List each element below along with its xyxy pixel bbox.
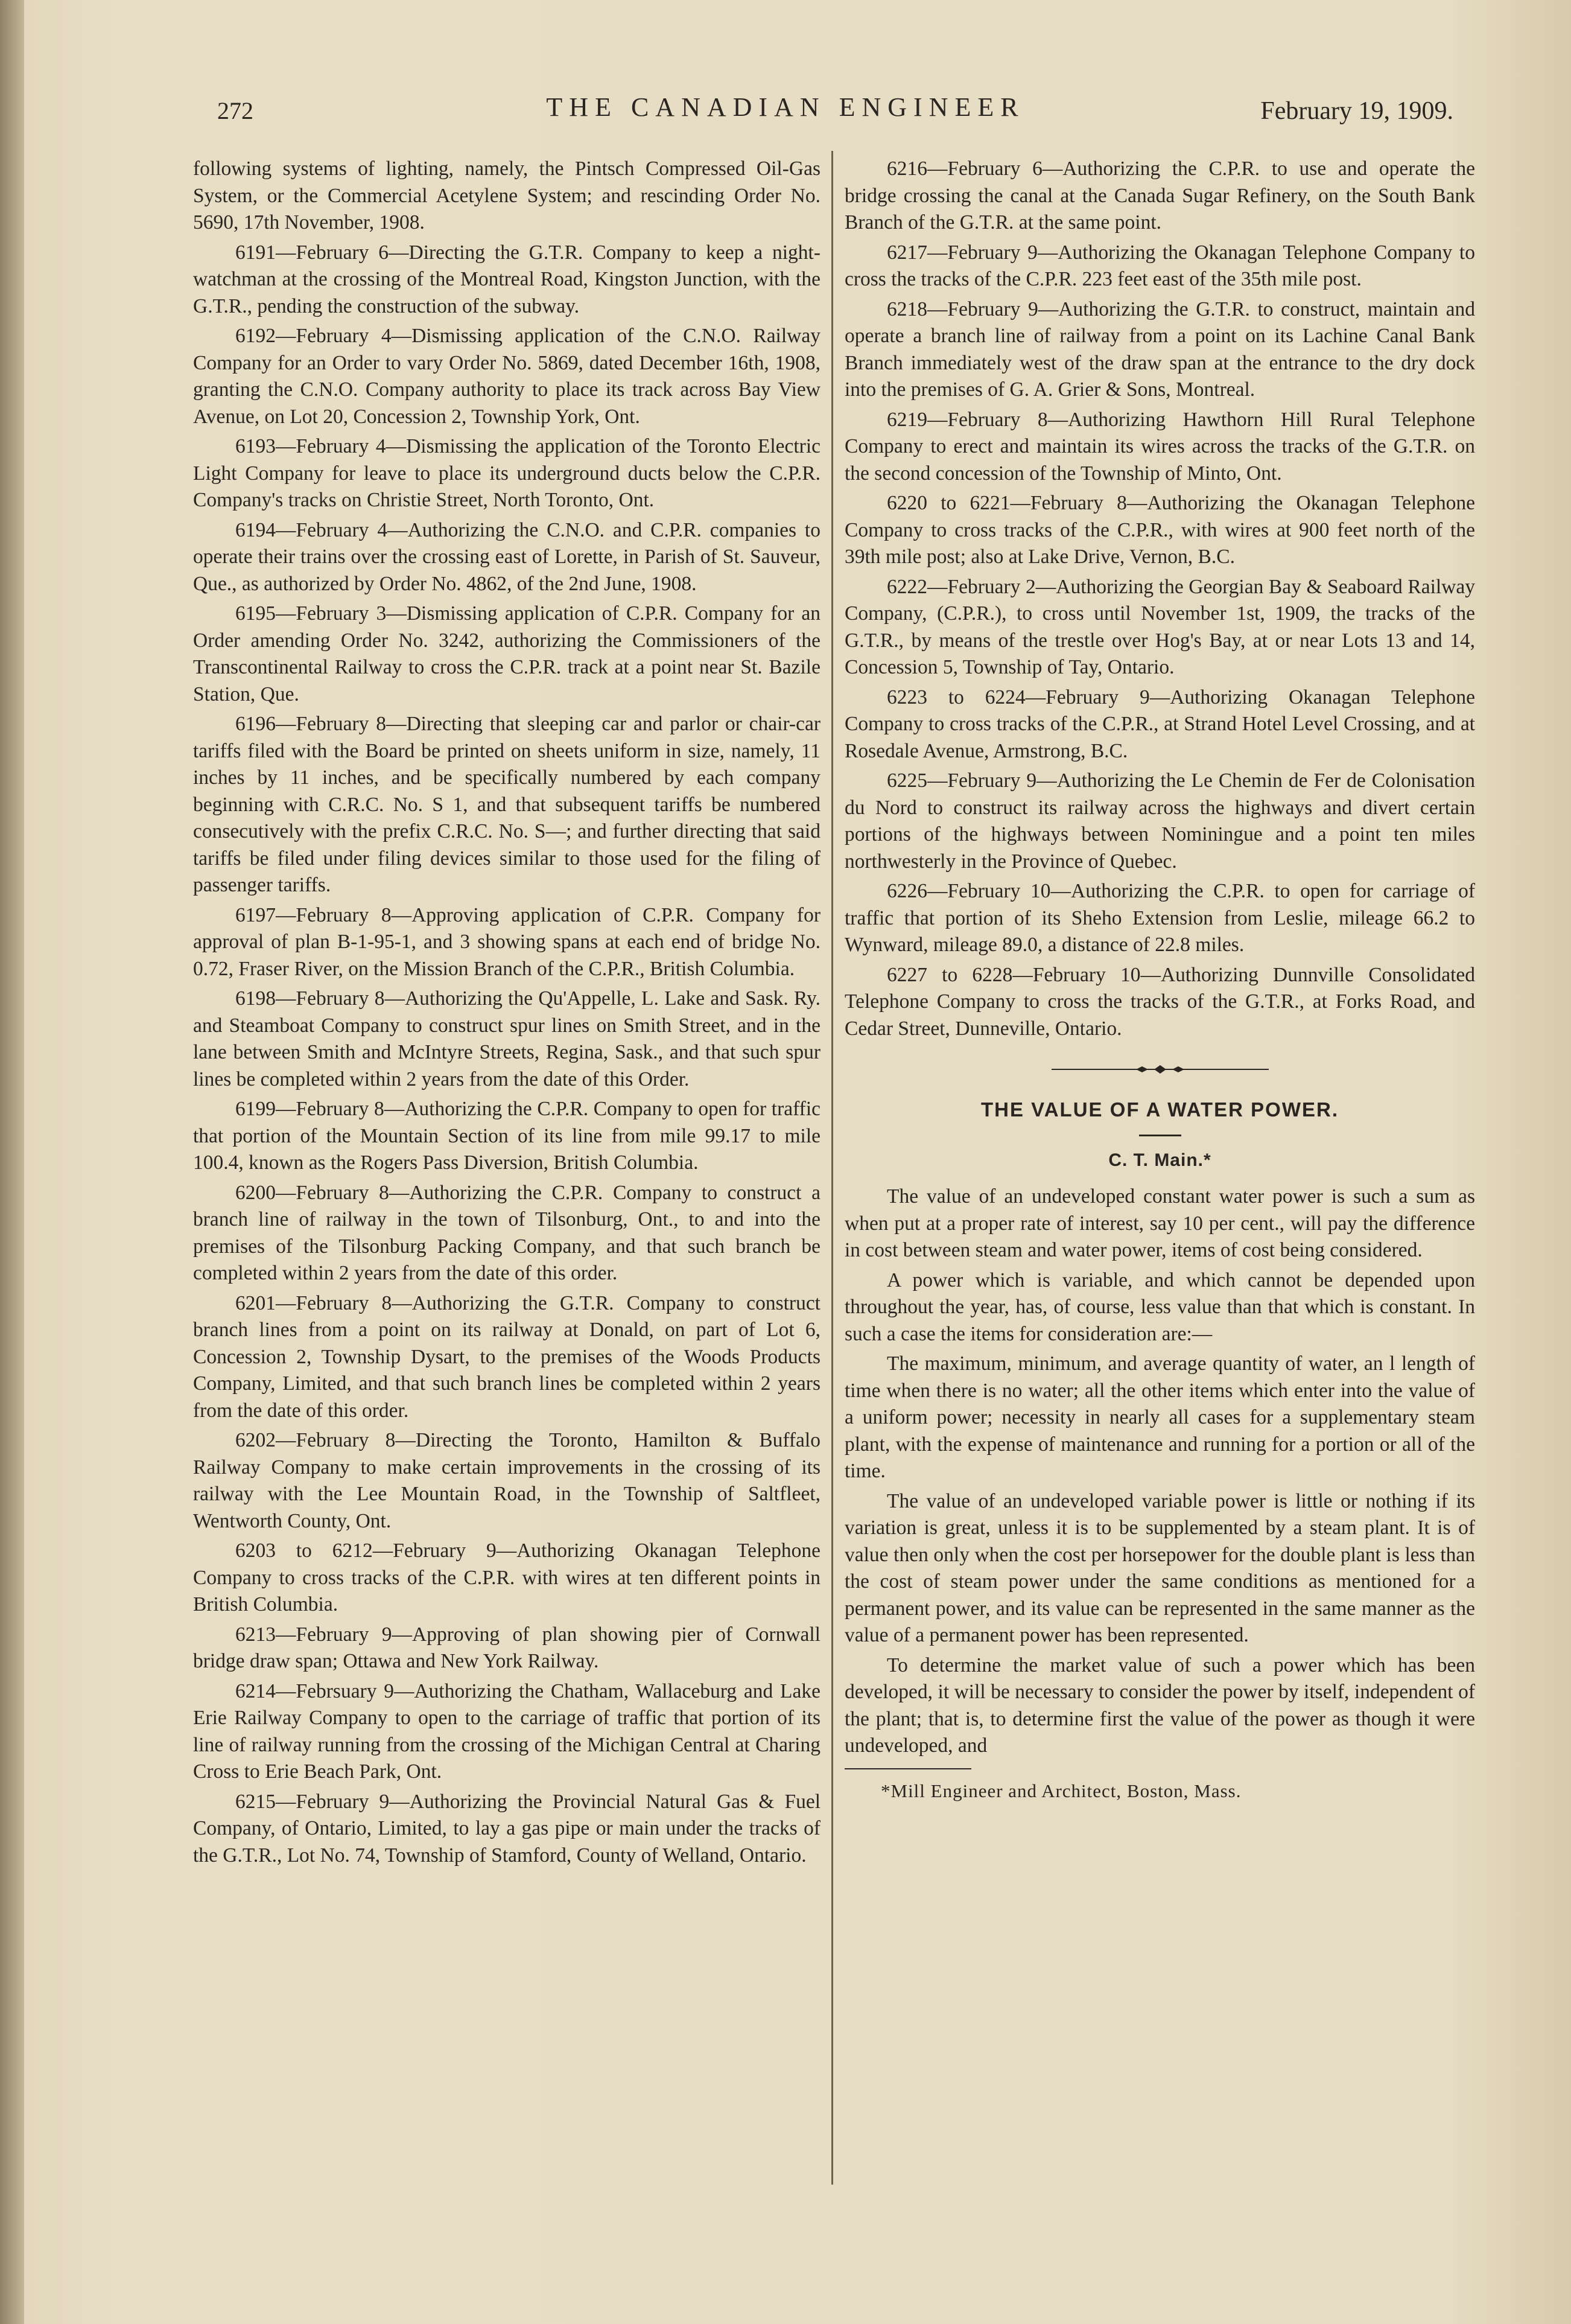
order-paragraph: 6214—Febrsuary 9—Authorizing the Chatham, Wallaceburg and Lake Erie Railway Company to open to the carriage of traffic that portion of its line of railway running from the crossing of the Michigan Central at Charing Cross to Erie Beach Park, Ont. bbox=[193, 1679, 820, 1783]
order-paragraph: 6198—February 8—Authorizing the Qu'Appelle, L. Lake and Sask. Ry. and Steamboat Company to construct spur lines on Smith Street, and in the lane between Smith and McIntyre Streets, Regina, Sask., and that such spur lines be completed within 2 years from the date of this Order. bbox=[193, 987, 820, 1090]
running-header bbox=[0, 84, 1571, 139]
article-paragraph: The value of an undeveloped variable power is little or nothing if its variation is great, unless it is to be supplemented by a steam plant. It is of value then only when the cost per horsepower for the double plant is less than the cost of steam power under the same conditions as mentioned for a permanent power, and its value can be represented in the same manner as the value of a permanent power has been represented. bbox=[845, 1489, 1475, 1646]
order-paragraph: following systems of lighting, namely, the Pintsch Compressed Oil-Gas System, or the Commercial Acetylene System; and rescinding Order No. 5690, 17th November, 1908. bbox=[193, 158, 820, 234]
order-paragraph: 6223 to 6224—February 9—Authorizing Okanagan Telephone Company to cross tracks of the C.P.R., at Strand Hotel Level Crossing, and at Rosedale Avenue, Armstrong, B.C. bbox=[845, 686, 1475, 762]
footnote-rule bbox=[845, 1768, 971, 1769]
order-paragraph: 6194—February 4—Authorizing the C.N.O. and C.P.R. companies to operate their trains over the crossing east of Lorette, in Parish of St. Sauveur, Que., as authorized by Order No. 4862, of the 2nd June, 1908. bbox=[193, 518, 820, 595]
order-paragraph: 6196—February 8—Directing that sleeping car and parlor or chair-car tariffs filed with the Board be printed on sheets uniform in size, namely, 11 inches by 11 inches, and be specifically numbered by each company beginning with C.R.C. No. S 1, and that subsequent tariffs be numbered consecutively with the prefix C.R.C. No. S—; and further directing that said tariffs be filed under filing devices similar to those used for the filing of passenger tariffs. bbox=[193, 713, 820, 896]
order-paragraph: 6213—February 9—Approving of plan showing pier of Cornwall bridge draw span; Ottawa and New York Railway. bbox=[193, 1623, 820, 1672]
issue-date: February 19, 1909. bbox=[1260, 97, 1453, 125]
left-column bbox=[193, 156, 820, 1872]
order-paragraph: 6216—February 6—Authorizing the C.P.R. to use and operate the bridge crossing the canal at the Canada Sugar Refinery, on the South Bank Branch of the G.T.R. at the same point. bbox=[845, 158, 1475, 234]
order-paragraph: 6217—February 9—Authorizing the Okanagan Telephone Company to cross the tracks of the C.P.R. 223 feet east of the 35th mile post. bbox=[845, 241, 1475, 290]
order-paragraph: 6199—February 8—Authorizing the C.P.R. Company to open for traffic that portion of the Mountain Section of its line from mile 99.17 to mile 100.4, known as the Rogers Pass Diversion, British Columbia. bbox=[193, 1098, 820, 1174]
order-paragraph: 6201—February 8—Authorizing the G.T.R. Company to construct branch lines from a point on its railway at Donald, on part of Lot 6, Concession 2, Township Dysart, to the premises of the Woods Products Company, Limited, and that such branch lines be completed within 2 years from the date of this order. bbox=[193, 1291, 820, 1422]
book-binding bbox=[0, 0, 24, 2324]
column-divider bbox=[831, 151, 833, 2185]
article-paragraph: To determine the market value of such a power which has been developed, it will be necessary to consider the power by itself, independent of the plant; that is, to determine first the value of the power as though it were undeveloped, and bbox=[845, 1654, 1475, 1757]
order-paragraph: 6197—February 8—Approving application of C.P.R. Company for approval of plan B-1-95-1, and 3 showing spans at each end of bridge No. 0.72, Fraser River, on the Mission Branch of the C.P.R., British Columbia. bbox=[193, 903, 820, 980]
section-ornament bbox=[845, 1059, 1475, 1077]
order-paragraph: 6225—February 9—Authorizing the Le Chemin de Fer de Colonisation du Nord to construct its railway across the highways and divert certain portions of the highways between Nominingue and a point ten miles northwesterly in the Province of Quebec. bbox=[845, 769, 1475, 873]
page-number: 272 bbox=[217, 97, 253, 124]
article-author: C. T. Main.* bbox=[1108, 1150, 1211, 1170]
order-paragraph: 6218—February 9—Authorizing the G.T.R. to construct, maintain and operate a branch line of railway from a point on its Lachine Canal Bank Branch immediately west of the draw span at the entrance to the dry dock into the premises of G. A. Grier & Sons, Montreal. bbox=[845, 298, 1475, 401]
order-paragraph: 6203 to 6212—February 9—Authorizing Okanagan Telephone Company to cross tracks of the C.P.R. with wires at ten different points in British Columbia. bbox=[193, 1539, 820, 1616]
title-rule bbox=[1139, 1135, 1181, 1136]
right-column bbox=[845, 156, 1475, 1804]
article-paragraph: The maximum, minimum, and average quantity of water, an l length of time when there is no water; all the other items which enter into the value of a uniform power; necessity in nearly all cases for a supplementary steam plant, with the expense of maintenance and running for a portion or all of the time. bbox=[845, 1352, 1475, 1482]
journal-title: THE CANADIAN ENGINEER bbox=[546, 92, 1025, 122]
order-paragraph: 6215—February 9—Authorizing the Provincial Natural Gas & Fuel Company, of Ontario, Limited, to lay a gas pipe or main under the tracks of the G.T.R., Lot No. 74, Township of Stamford, County of Welland, Ontario. bbox=[193, 1790, 820, 1867]
order-paragraph: 6192—February 4—Dismissing application of the C.N.O. Railway Company for an Order to vary Order No. 5869, dated December 16th, 1908, granting the C.N.O. Company authority to place its track across Bay View Avenue, on Lot 20, Concession 2, Township York, Ont. bbox=[193, 325, 820, 428]
footnote: *Mill Engineer and Architect, Boston, Mass. bbox=[881, 1780, 1242, 1801]
order-paragraph: 6227 to 6228—February 10—Authorizing Dunnville Consolidated Telephone Company to cross the tracks of the G.T.R., at Forks Road, and Cedar Street, Dunneville, Ontario. bbox=[845, 963, 1475, 1040]
order-paragraph: 6195—February 3—Dismissing application of C.P.R. Company for an Order amending Order No. 3242, authorizing the Commissioners of the Transcontinental Railway to cross the C.P.R. track at a point near St. Bazile Station, Que. bbox=[193, 602, 820, 705]
order-paragraph: 6191—February 6—Directing the G.T.R. Company to keep a night-watchman at the crossing of the Montreal Road, Kingston Junction, with the G.T.R., pending the construction of the subway. bbox=[193, 241, 820, 317]
order-paragraph: 6222—February 2—Authorizing the Georgian Bay & Seaboard Railway Company, (C.P.R.), to cross until November 1st, 1909, the tracks of the G.T.R., by means of the trestle over Hog's Bay, at or near Lots 13 and 14, Concession 5, Township of Tay, Ontario. bbox=[845, 575, 1475, 678]
order-paragraph: 6202—February 8—Directing the Toronto, Hamilton & Buffalo Railway Company to make certain improvements in the crossing of its railway with the Lee Mountain Road, in the Township of Saltfleet, Wentworth County, Ont. bbox=[193, 1429, 820, 1532]
article-title: THE VALUE OF A WATER POWER. bbox=[981, 1098, 1339, 1121]
article-paragraph: The value of an undeveloped constant water power is such a sum as when put at a proper rate of interest, say 10 per cent., will pay the difference in cost between steam and water power, items of cost being considered. bbox=[845, 1185, 1475, 1261]
order-paragraph: 6226—February 10—Authorizing the C.P.R. to open for carriage of traffic that portion of its Sheho Extension from Leslie, mileage 66.2 to Wynward, mileage 89.0, a distance of 22.8 miles. bbox=[845, 880, 1475, 956]
order-paragraph: 6193—February 4—Dismissing the application of the Toronto Electric Light Company for leave to place its underground ducts below the C.P.R. Company's tracks on Christie Street, North Toronto, Ont. bbox=[193, 435, 820, 511]
article-paragraph: A power which is variable, and which cannot be depended upon throughout the year, has, of course, less value than that which is constant. In such a case the items for consideration are:— bbox=[845, 1269, 1475, 1345]
order-paragraph: 6220 to 6221—February 8—Authorizing the Okanagan Telephone Company to cross tracks of the C.P.R., with wires at 900 feet north of the 39th mile post; also at Lake Drive, Vernon, B.C. bbox=[845, 492, 1475, 568]
order-paragraph: 6200—February 8—Authorizing the C.P.R. Company to construct a branch line of railway in the town of Tilsonburg, Ont., to and into the premises of the Tilsonburg Packing Company, and that such branch be completed within 2 years from the date of this order. bbox=[193, 1181, 820, 1284]
order-paragraph: 6219—February 8—Authorizing Hawthorn Hill Rural Telephone Company to erect and maintain its wires across the tracks of the G.T.R. on the second concession of the Township of Minto, Ont. bbox=[845, 408, 1475, 485]
ornament-rule-icon bbox=[1052, 1060, 1269, 1078]
